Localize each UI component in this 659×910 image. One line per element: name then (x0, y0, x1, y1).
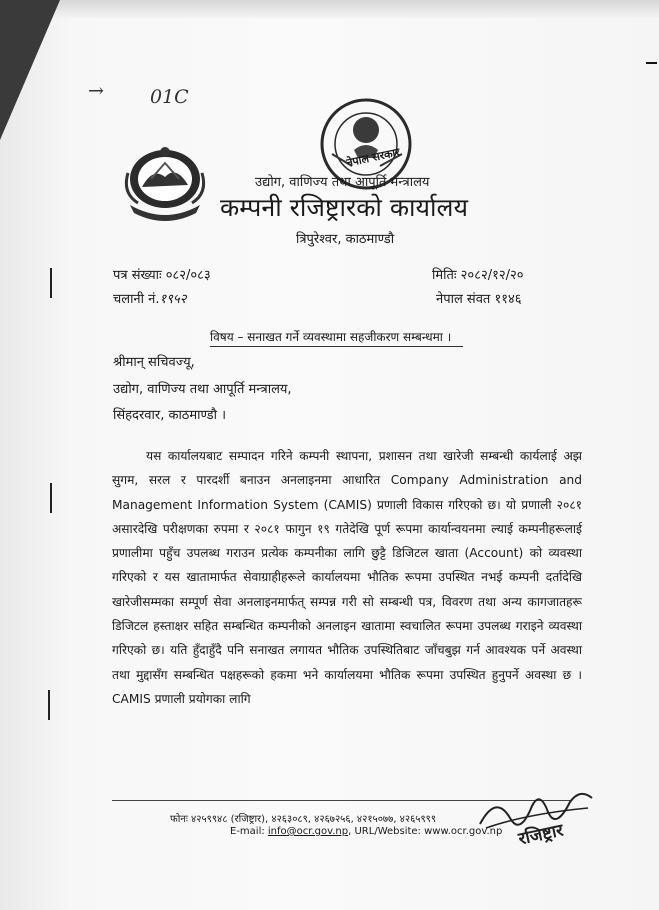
margin-mark-3 (48, 690, 50, 720)
office-title: कम्पनी रजिष्ट्रारको कार्यालय (220, 193, 468, 222)
recipient-salutation: श्रीमान् सचिवज्यू, (113, 355, 195, 370)
handwritten-arrow: → (88, 80, 104, 102)
handwritten-note: 01C (150, 86, 189, 108)
body-paragraph: यस कार्यालयबाट सम्पादन गरिने कम्पनी स्थापना, प्रशासन तथा खारेजी सम्बन्धी कार्यलाई अझ सुगम, सरल र पारदर्शी बनाउन अनलाइनमा आधारित Company Administration and Management Information System (CAMIS) प्रणाली विकास गरिएको छ। यो प्रणाली २०८१ असारदेखि परीक्षणका रुपमा र २०८१ फागुन १९ गतेदेखि पूर्ण रूपमा कार्यान्वयनमा ल्याई कम्पनीहरूलाई प्रणालीमा पहुँच उपलब्ध गराउन प्रत्येक कम्पनीका लागि छुट्टै डिजिटल खाता (Account) को व्यवस्था गरिएको र यस खातामार्फत सेवाग्राहीहरूले कार्यालयमा भौतिक रूपमा उपस्थित नभई कम्पनी दर्तादेखि खारेजीसम्मका सम्पूर्ण सेवा अनलाइनमार्फत् सम्पन्न गरी सो सम्बन्धी पत्र, विवरण तथा अन्य कागजातहरू डिजिटल हस्ताक्षर सहित सम्बन्धित कम्पनीको अनलाइन खातामा स्वचालित रूपमा उपलब्ध गराइने व्यवस्था गरिएको छ। यति हुँदाहुँदै पनि सनाखत लगायत भौतिक उपस्थितिबाट जाँचबुझ गर्न आवश्यक पर्ने अवस्था तथा मुद्दासँग सम्बन्धित पक्षहरूको हकमा भने कार्यालयमा भौतिक रूपमा उपस्थित हुनुपर्ने अवस्था छ । CAMIS प्रणाली प्रयोगका लागि (112, 449, 582, 706)
margin-mark-2 (50, 483, 52, 513)
recipient-ministry: उद्योग, वाणिज्य तथा आपूर्ति मन्त्रालय, (113, 382, 292, 397)
dispatch-value: १९५२ (159, 292, 187, 307)
nepal-emblem-icon (118, 143, 212, 225)
office-address: त्रिपुरेश्वर, काठमाण्डौ (296, 232, 395, 247)
nepal-sambat: नेपाल संवत ११४६ (436, 292, 522, 307)
footer-phone: फोनः ४२५९९४८ (रजिष्ट्रार), ४२६३०८९, ४२६७२५६, ४२१५०७७, ४२६५९९९ (170, 814, 437, 825)
letter-date: मितिः २०८२/१२/२० (432, 268, 524, 283)
email-link[interactable]: info@ocr.gov.np (267, 826, 349, 837)
page-top-shadow (0, 0, 659, 18)
letter-number: पत्र संख्याः ०८२/०८३ (113, 268, 211, 283)
recipient-address: सिंहदरवार, काठमाण्डौ । (113, 408, 227, 423)
seal-text: नेपाल सरकार (345, 145, 401, 170)
dispatch-number (113, 289, 187, 307)
scan-corner (0, 0, 60, 140)
edge-mark (646, 62, 657, 64)
ministry-name: उद्योग, वाणिज्य तथा आपूर्ति मन्त्रालय (255, 175, 430, 190)
email-label: E-mail: (230, 826, 268, 837)
subject-line: विषय – सनाखत गर्ने व्यवस्थामा सहजीकरण सम्बन्धमा । (210, 330, 452, 344)
registrar-stamp: रजिष्ट्रार (516, 820, 566, 850)
letter-body (112, 444, 582, 711)
website-text: , URL/Website: www.ocr.gov.np (348, 826, 503, 837)
subject-underline (210, 346, 463, 347)
footer-contact (230, 826, 502, 837)
margin-mark-1 (50, 268, 52, 298)
dispatch-label: चलानी नं. (113, 292, 160, 307)
